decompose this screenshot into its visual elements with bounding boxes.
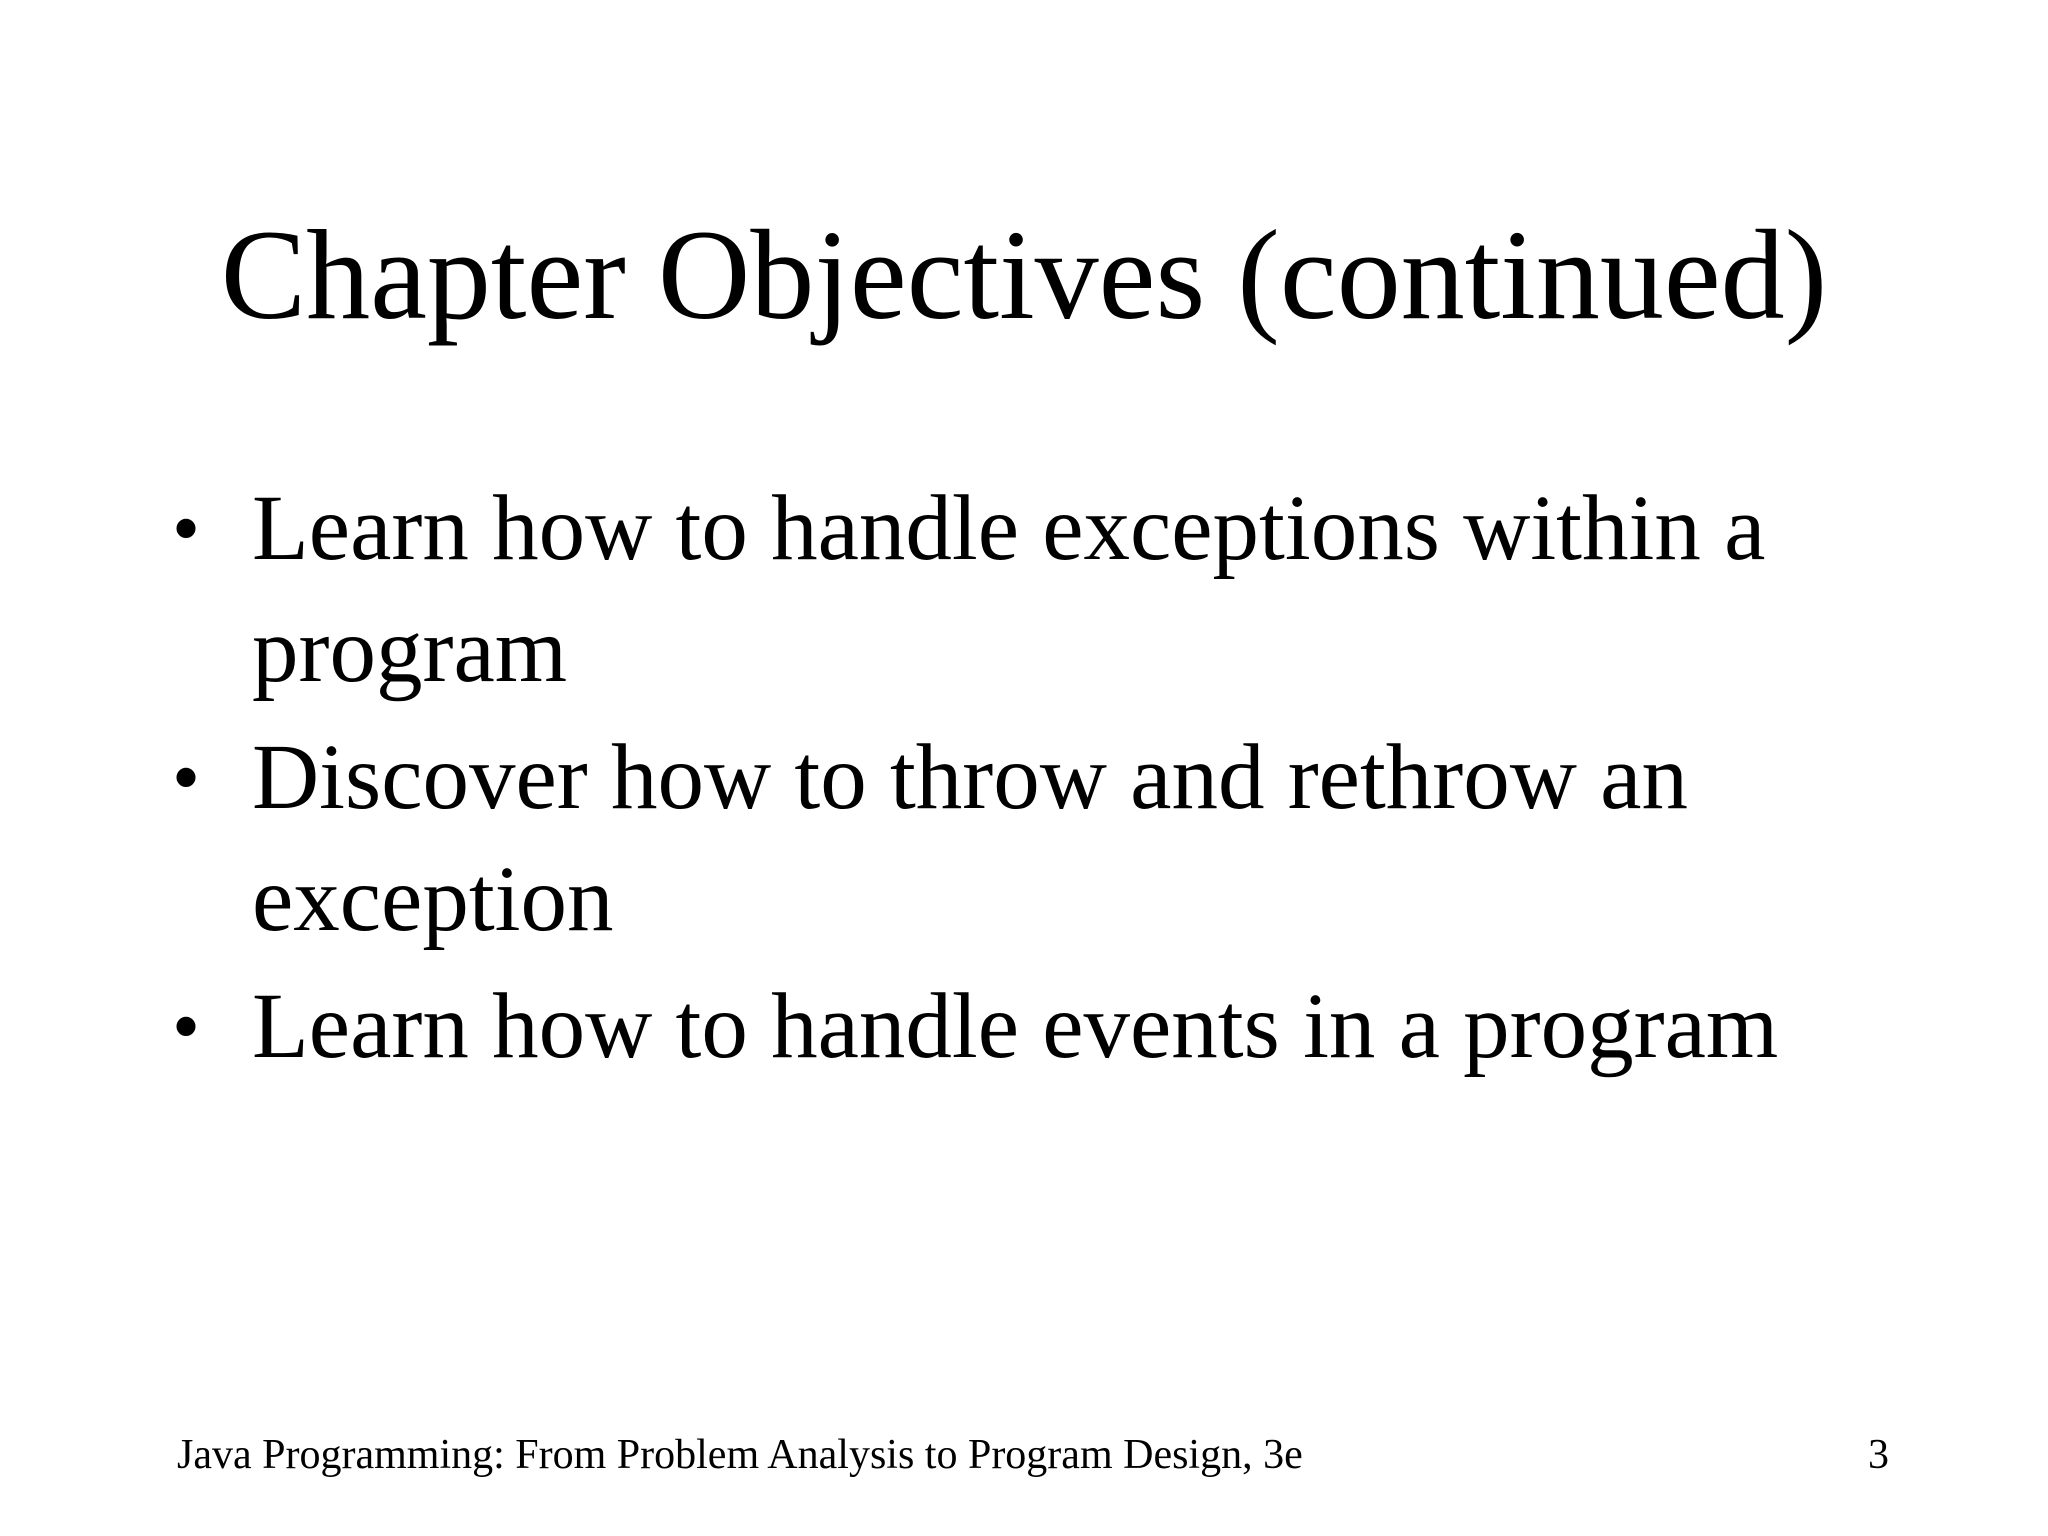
bullet-dot-icon: • [172,734,201,822]
objective-text: Learn how to handle exceptions within a program [252,477,1766,702]
objective-item [172,468,1872,712]
bullet-dot-icon: • [172,485,201,573]
objective-item [172,717,1872,961]
bullet-dot-icon: • [172,983,201,1071]
footer-page-number: 3 [1868,1432,1889,1478]
footer-book-title: Java Programming: From Problem Analysis to Program Design, 3e [177,1432,1303,1478]
objective-item [172,966,1872,1088]
slide-title: Chapter Objectives (continued) [220,204,1828,346]
objective-text: Discover how to throw and rethrow an exception [252,726,1688,951]
objectives-list [172,468,1872,1093]
objective-text: Learn how to handle events in a program [252,975,1779,1078]
